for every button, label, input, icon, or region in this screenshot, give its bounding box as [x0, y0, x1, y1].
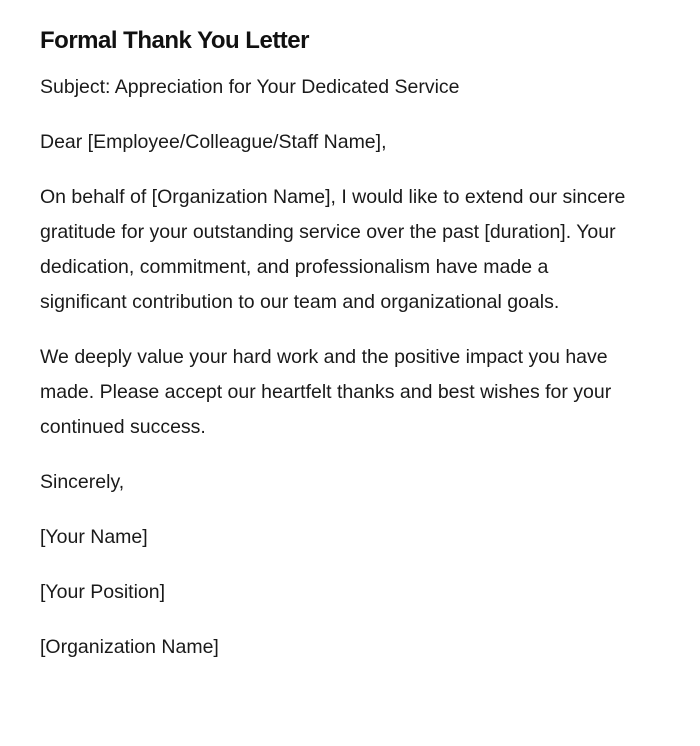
signature-name: [Your Name]	[40, 526, 148, 548]
letter-closing: Sincerely,	[40, 471, 125, 493]
letter-body-paragraph: We deeply value your hard work and the positive impact you have made. Please accept our heartfelt thanks and best wishes for your continued success.	[40, 346, 612, 438]
signature-position: [Your Position]	[40, 581, 166, 603]
letter-document	[40, 24, 640, 665]
signature-organization: [Organization Name]	[40, 636, 219, 658]
letter-title: Formal Thank You Letter	[40, 27, 309, 54]
letter-salutation: Dear [Employee/Colleague/Staff Name],	[40, 131, 387, 153]
letter-body-paragraph: On behalf of [Organization Name], I would like to extend our sincere gratitude for your outstanding service over the past [duration]. Your dedication, commitment, and professionalism have made a significant contribution to our team and organizational goals.	[40, 186, 626, 313]
letter-subject: Subject: Appreciation for Your Dedicated Service	[40, 76, 460, 98]
